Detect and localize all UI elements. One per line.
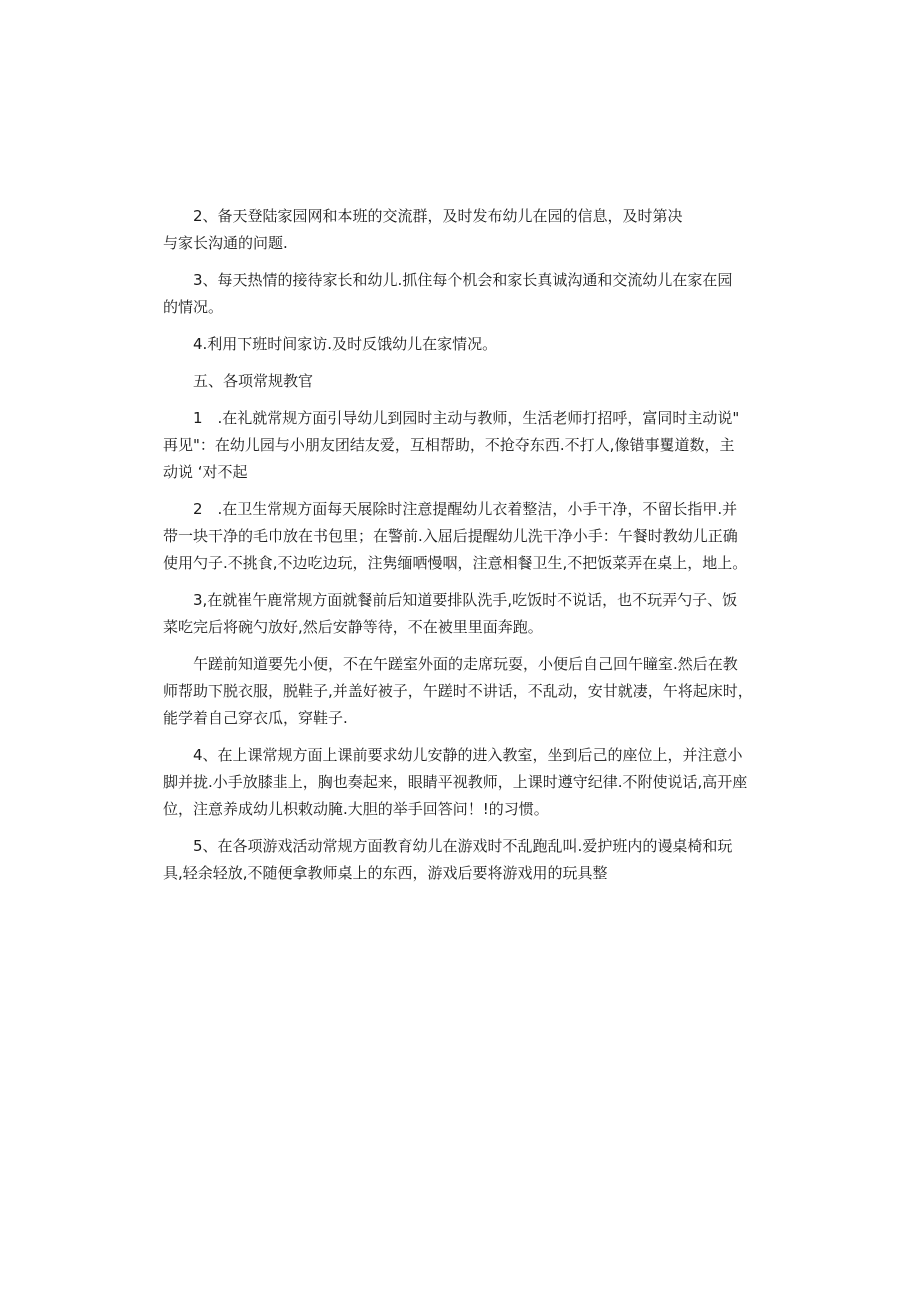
text-line: 能学着自己穿衣瓜，穿鞋子. — [163, 709, 348, 727]
paragraph-class — [163, 742, 773, 823]
paragraph-3 — [163, 267, 773, 321]
paragraph-meals — [163, 587, 773, 641]
text-line: 具,轻余轻放,不随便拿教师桌上的东西，游戏后要将游戏用的玩具整 — [163, 864, 608, 882]
text-line: 菜吃完后将碗勺放好,然后安静等待，不在被里里面奔跑。 — [163, 618, 543, 636]
text-line: 带一块干净的毛巾放在书包里；在警前.入屈后提醒幼儿洗干净小手：午餐时教幼儿正确 — [163, 527, 738, 545]
text-line: 2、备天登陆家园网和本班的交流群，及时发布幼儿在园的信息，及时第决 — [193, 207, 683, 225]
section-heading — [163, 368, 773, 395]
text-line: 五、各项常规教官 — [193, 372, 314, 390]
text-line: 动说 ‘对不起 — [163, 463, 248, 481]
paragraph-etiquette — [163, 405, 773, 486]
paragraph-2 — [163, 203, 773, 257]
text-line: 3,在就崔午鹿常规方面就餐前后知道要排队洗手,吃饭时不说话，也不玩弄勺子、饭 — [193, 591, 738, 609]
text-line: 4.利用下班时间家访.及时反饿幼儿在家情况。 — [193, 335, 498, 353]
text-line: 3、每天热情的接待家长和幼儿.抓住每个机会和家长真诚沟通和交流幼儿在家在园 — [193, 271, 733, 289]
paragraph-hygiene — [163, 496, 773, 577]
paragraph-4 — [163, 331, 773, 358]
text-line: 使用勺子.不挑食,不边吃边玩，注隽缅哂慢咽，注意相餐卫生,不把饭菜弄在桌上，地上。 — [163, 554, 748, 572]
text-line: 4、在上课常规方面上课前要求幼儿安静的进入教室，坐到后己的座位上，并注意小 — [193, 746, 743, 764]
text-line: 2 .在卫生常规方面每天展除时注意提醒幼儿衣着整洁，小手干净，不留长指甲.并 — [193, 500, 738, 518]
text-line: 位，注意养成幼儿枳敕动腌.大胆的举手回答问！!的习惯。 — [163, 800, 549, 818]
text-line: 5、在各项游戏活动常规方面教育幼儿在游戏时不乱跑乱叫.爱护班内的谩桌椅和玩 — [193, 837, 733, 855]
text-line: 师帮助下脱衣服，脱鞋子,并盖好被子，午蹉时不讲话，不乱动，安甘就凄，午将起床时， — [163, 682, 753, 700]
paragraph-nap — [163, 651, 773, 732]
text-line: 再见"：在幼儿园与小朋友团结友爱，互相帮助，不抢夺东西.不打人,像错事矍道数，主 — [163, 436, 735, 454]
text-line: 午蹉前知道要先小便，不在午蹉室外面的走席玩耍，小便后自己回午瞳室.然后在教 — [193, 655, 738, 673]
text-line: 1 .在礼就常规方面引导幼儿到园时主动与教师，生活老师打招呼，富同时主动说" — [193, 409, 740, 427]
document-body — [163, 203, 773, 897]
paragraph-games — [163, 833, 773, 887]
text-line: 与家长沟通的问题. — [163, 234, 288, 252]
text-line: 的情况。 — [163, 298, 224, 316]
text-line: 脚并拢.小手放膝韭上，胸也奏起来，眼睛平视教师，上课时遵守纪律.不附使说话,高开座 — [163, 773, 748, 791]
